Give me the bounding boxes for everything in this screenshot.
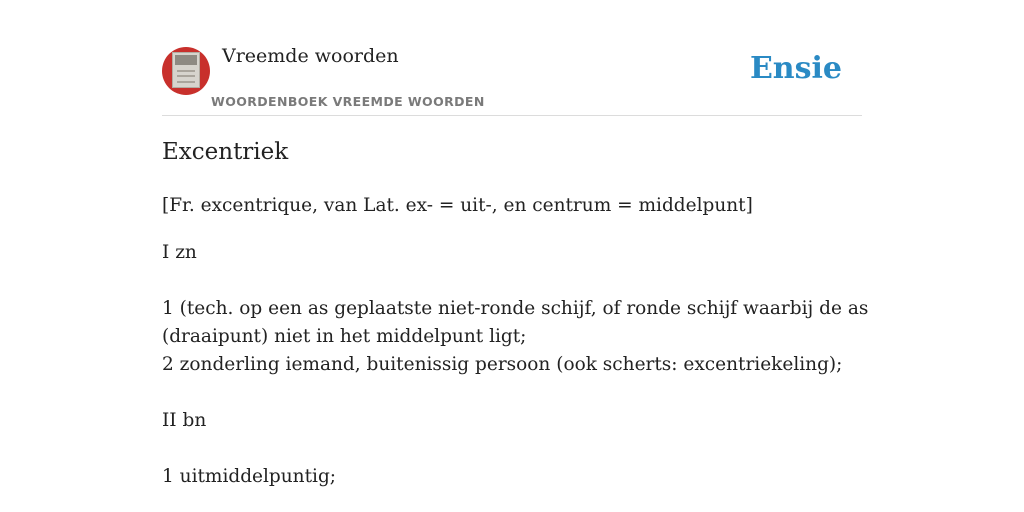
book-cover-line: [177, 70, 195, 72]
entry-title: Excentriek: [162, 139, 289, 165]
definition-line: (draaipunt) niet in het middelpunt ligt;: [162, 326, 527, 347]
definition-line: 1 (tech. op een as geplaatste niet-ronde schijf, of ronde schijf waarbij de as: [162, 298, 869, 319]
dictionary-avatar[interactable]: [162, 47, 210, 95]
book-cover-line: [177, 81, 195, 83]
definition-line: 1 uitmiddelpuntig;: [162, 466, 337, 487]
definition-line: [162, 267, 862, 295]
page: [162, 0, 869, 512]
definition-line: [162, 435, 862, 463]
entry-definition: [162, 239, 869, 491]
site-header: [162, 0, 862, 116]
site-subtitle: WOORDENBOEK VREEMDE WOORDEN: [211, 94, 485, 109]
definition-line: [162, 379, 862, 407]
book-cover-title-band: [175, 55, 197, 65]
definition-line: 2 zonderling iemand, buitenissig persoon (ook scherts: excentriekeling);: [162, 354, 843, 375]
book-cover-icon: [173, 53, 199, 87]
definition-line: II bn: [162, 410, 207, 431]
site-title-link[interactable]: Vreemde woorden: [222, 45, 399, 67]
book-cover-line: [177, 75, 195, 77]
entry-etymology: [Fr. excentrique, van Lat. ex- = uit-, en centrum = middelpunt]: [162, 195, 753, 216]
ensie-logo-link[interactable]: Ensie: [749, 51, 842, 86]
definition-line: I zn: [162, 242, 197, 263]
